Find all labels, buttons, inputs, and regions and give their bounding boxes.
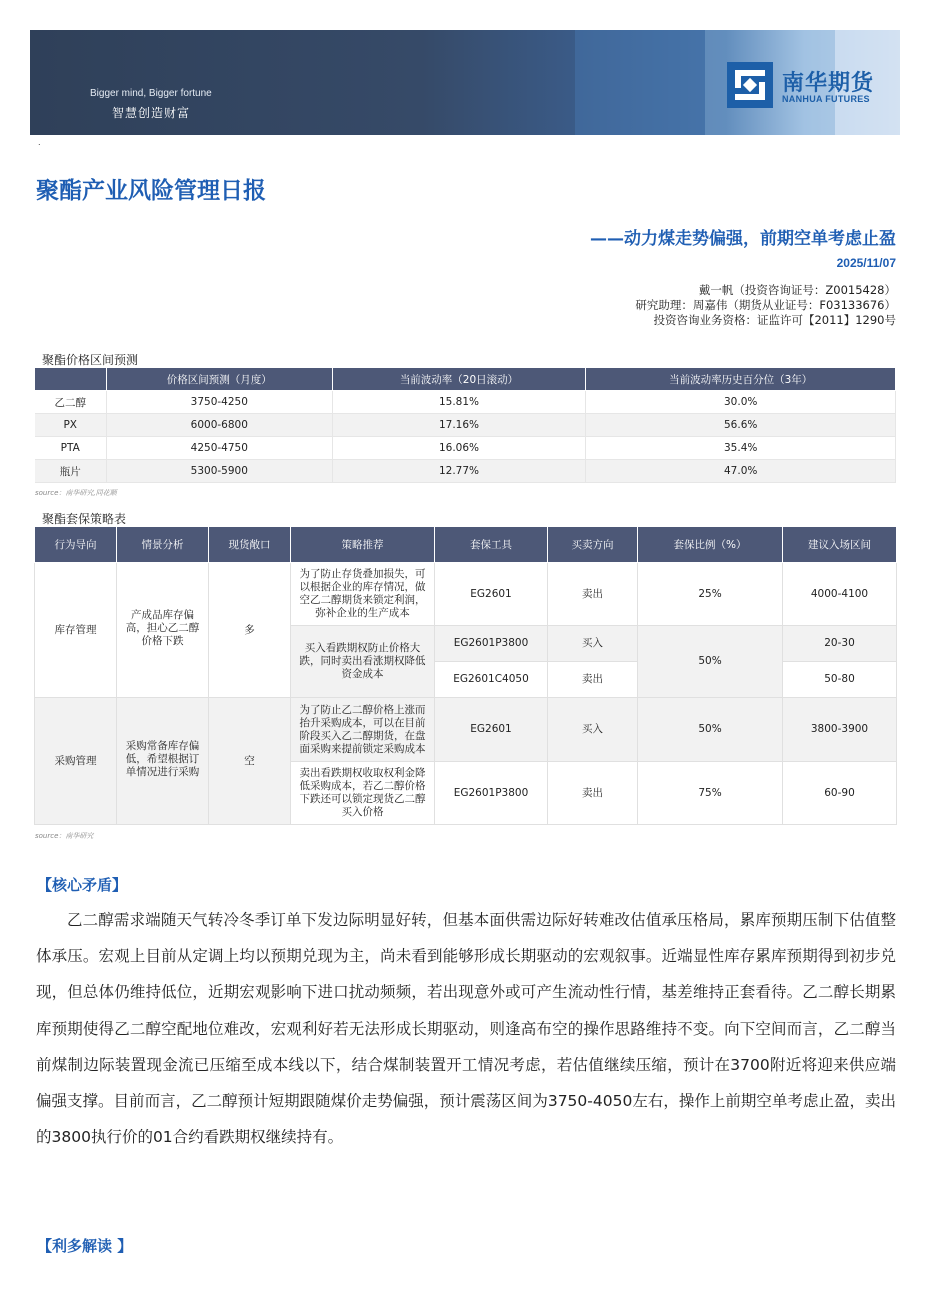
- header-cell: 当前波动率历史百分位（3年）: [586, 368, 896, 391]
- tool-cell: EG2601C4050: [435, 662, 548, 698]
- ratio-cell: 50%: [638, 626, 783, 698]
- volatility-cell: 15.81%: [332, 391, 586, 414]
- nanhua-logo-icon: [727, 62, 773, 108]
- orientation-cell: 采购管理: [35, 698, 117, 825]
- author-line: 戴一帆（投资咨询证号：Z0015428）: [698, 283, 896, 297]
- product-cell: 瓶片: [35, 460, 107, 483]
- table-header-row: [35, 368, 896, 391]
- ratio-cell: 50%: [638, 698, 783, 762]
- percentile-cell: 35.4%: [586, 437, 896, 460]
- price-table-source: source：南华研究,同花顺: [35, 489, 117, 497]
- percentile-cell: 47.0%: [586, 460, 896, 483]
- core-paragraph: 乙二醇需求端随天气转冷冬季订单下发边际明显好转，但基本面供需边际好转难改估值承压格局，累库预期压制下估值整体承压。宏观上目前从定调上均以预期兑现为主，尚未看到能够形成长期驱动的宏观叙事。近端显性库存累库预期得到初步兑现，但总体仍维持低位，近期宏观影响下进口扰动频频，若出现意外或可产生流动性行情，基差维持正套看待。乙二醇长期累库预期使得乙二醇空配地位难改，宏观利好若无法形成长期驱动，则逢高布空的操作思路维持不变。向下空间而言，乙二醇当前煤制边际装置现金流已压缩至成本线以下，结合煤制装置开工情况考虑，若估值继续压缩，预计在3700附近将迎来供应端偏强支撑。目前而言，乙二醇预计短期跟随煤价走势偏强，预计震荡区间为3750-4050左右，操作上前期空单考虑止盈，卖出的3800执行价的01合约看跌期权继续持有。: [36, 911, 896, 1147]
- table-row: [35, 391, 896, 414]
- header-cell: 当前波动率（20日滚动）: [332, 368, 586, 391]
- header-cell: 行为导向: [35, 527, 117, 563]
- ratio-cell: 25%: [638, 563, 783, 626]
- report-date: 2025/11/07: [836, 256, 896, 270]
- dot-mark: .: [38, 138, 41, 147]
- ratio-cell: 75%: [638, 762, 783, 825]
- header-banner: [30, 30, 900, 135]
- header-cell: 情景分析: [117, 527, 209, 563]
- strategy-cell: 为了防止乙二醇价格上涨而抬升采购成本，可以在目前阶段买入乙二醇期货，在盘面采购来提前锁定采购成本: [291, 698, 435, 762]
- price-table-label: 聚酯价格区间预测: [42, 353, 139, 367]
- tool-cell: EG2601: [435, 698, 548, 762]
- header-cell: 现货敞口: [209, 527, 291, 563]
- report-title: 聚酯产业风险管理日报: [36, 178, 266, 204]
- author-line: 研究助理：周嘉伟（期货从业证号：F03133676）: [635, 298, 896, 312]
- logo-text-en: NANHUA FUTURES: [782, 94, 870, 104]
- hedge-table-source: source：南华研究: [35, 832, 94, 840]
- slogan-en: Bigger mind, Bigger fortune: [90, 88, 212, 99]
- header-cell: 套保工具: [435, 527, 548, 563]
- strategy-cell: 买入看跌期权防止价格大跌，同时卖出看涨期权降低资金成本: [291, 626, 435, 698]
- range-cell: 4250-4750: [106, 437, 332, 460]
- direction-cell: 买入: [548, 698, 638, 762]
- logo-text-cn: 南华期货: [782, 71, 875, 96]
- scenario-cell: 产成品库存偏高，担心乙二醇价格下跌: [117, 563, 209, 698]
- table-row: [35, 460, 896, 483]
- header-cell: [35, 368, 107, 391]
- entry-range-cell: 4000-4100: [783, 563, 897, 626]
- price-range-table: [34, 367, 896, 483]
- direction-cell: 卖出: [548, 563, 638, 626]
- range-cell: 6000-6800: [106, 414, 332, 437]
- scenario-cell: 采购常备库存偏低，希望根据订单情况进行采购: [117, 698, 209, 825]
- direction-cell: 卖出: [548, 662, 638, 698]
- slogan-cn: 智慧创造财富: [112, 106, 191, 120]
- product-cell: 乙二醇: [35, 391, 107, 414]
- strategy-cell: 卖出看跌期权收取权利金降低采购成本，若乙二醇价格下跌还可以锁定现货乙二醇买入价格: [291, 762, 435, 825]
- tool-cell: EG2601P3800: [435, 762, 548, 825]
- entry-range-cell: 3800-3900: [783, 698, 897, 762]
- author-line: 投资咨询业务资格：证监许可【2011】1290号: [653, 313, 896, 327]
- orientation-cell: 库存管理: [35, 563, 117, 698]
- bullish-heading: 【利多解读 】: [37, 1237, 133, 1255]
- entry-range-cell: 60-90: [783, 762, 897, 825]
- exposure-cell: 空: [209, 698, 291, 825]
- table-row: [35, 698, 897, 762]
- header-cell: 建议入场区间: [783, 527, 897, 563]
- report-subtitle: ——动力煤走势偏强，前期空单考虑止盈: [590, 229, 896, 249]
- core-heading: 【核心矛盾】: [37, 876, 128, 894]
- header-cell: 套保比例（%）: [638, 527, 783, 563]
- header-cell: 买卖方向: [548, 527, 638, 563]
- entry-range-cell: 20-30: [783, 626, 897, 662]
- direction-cell: 卖出: [548, 762, 638, 825]
- table-row: [35, 563, 897, 626]
- range-cell: 5300-5900: [106, 460, 332, 483]
- tool-cell: EG2601: [435, 563, 548, 626]
- table-row: [35, 414, 896, 437]
- direction-cell: 买入: [548, 626, 638, 662]
- header-cell: 策略推荐: [291, 527, 435, 563]
- strategy-cell: 为了防止存货叠加损失，可以根据企业的库存情况，做空乙二醇期货来锁定利润，弥补企业的生产成本: [291, 563, 435, 626]
- table-header-row: [35, 527, 897, 563]
- table-row: [35, 437, 896, 460]
- exposure-cell: 多: [209, 563, 291, 698]
- volatility-cell: 17.16%: [332, 414, 586, 437]
- range-cell: 3750-4250: [106, 391, 332, 414]
- percentile-cell: 56.6%: [586, 414, 896, 437]
- header-cell: 价格区间预测（月度）: [106, 368, 332, 391]
- hedge-table-label: 聚酯套保策略表: [42, 512, 127, 526]
- hedge-strategy-table: [34, 526, 897, 825]
- banner-stripe: [575, 30, 705, 135]
- volatility-cell: 12.77%: [332, 460, 586, 483]
- author-block: [635, 283, 896, 328]
- percentile-cell: 30.0%: [586, 391, 896, 414]
- product-cell: PTA: [35, 437, 107, 460]
- volatility-cell: 16.06%: [332, 437, 586, 460]
- product-cell: PX: [35, 414, 107, 437]
- tool-cell: EG2601P3800: [435, 626, 548, 662]
- entry-range-cell: 50-80: [783, 662, 897, 698]
